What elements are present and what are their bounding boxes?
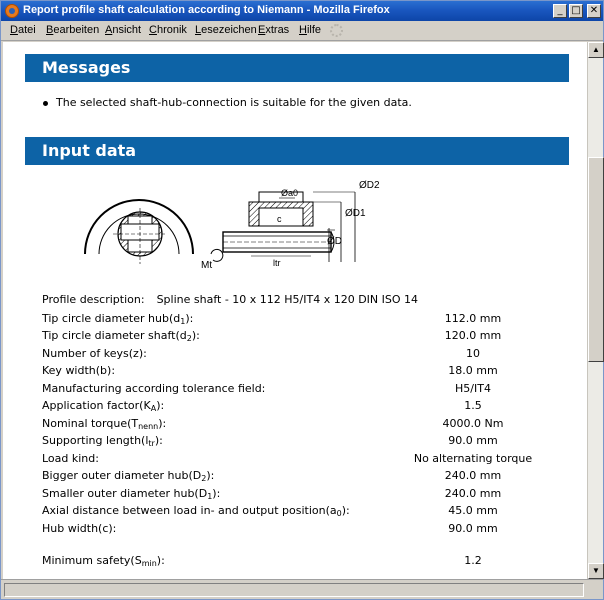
row-label: Nominal $torque(T_{nenn})$: xyxy=(42,417,167,431)
data-row xyxy=(42,522,562,539)
shaft-hub-diagram xyxy=(83,174,383,278)
row-label: Key width(b): xyxy=(42,364,116,377)
label-d1: ØD1 xyxy=(345,208,366,219)
row-value: 120.0 mm xyxy=(444,329,502,342)
input-heading: Input data xyxy=(25,137,569,165)
row-value: 240.0 mm xyxy=(444,469,502,482)
row-label: Number of keys(z): xyxy=(42,347,147,360)
row-label: Bigger outer diameter $hub(D_2)$: xyxy=(42,469,215,483)
data-row xyxy=(42,312,562,329)
data-row xyxy=(42,469,562,486)
message-item xyxy=(43,96,412,109)
data-row xyxy=(42,399,562,416)
vertical-scrollbar[interactable] xyxy=(587,42,603,579)
row-value: 18.0 mm xyxy=(448,364,498,377)
profile-label: Profile description: xyxy=(42,293,145,306)
row-value: 10 xyxy=(466,347,480,360)
row-value: 1.2 xyxy=(464,554,482,567)
menu-lesezeichen[interactable]: Lesezeichen xyxy=(195,24,257,36)
scroll-down-button[interactable]: ▼ xyxy=(588,563,604,579)
row-value: No alternating torque xyxy=(413,452,533,465)
row-value: H5/IT4 xyxy=(455,382,491,395)
row-label: Tip circle diameter $shaft(d_2)$: xyxy=(42,329,200,343)
message-text: The selected shaft-hub-connection is suitable for the given data. xyxy=(56,96,412,109)
data-row xyxy=(42,452,562,469)
row-label: Load kind: xyxy=(42,452,99,465)
row-label: Tip circle diameter $hub(d_1)$: xyxy=(42,312,194,326)
row-label: Smaller outer diameter $hub(D_1)$: xyxy=(42,487,221,501)
row-label: Axial distance between load in- and output $position(a_0)$: xyxy=(42,504,350,518)
row-label: Supporting $length(l_{tr})$: xyxy=(42,434,163,448)
row-value: 112.0 mm xyxy=(444,312,502,325)
row-value: 90.0 mm xyxy=(448,434,498,447)
data-row xyxy=(42,364,562,381)
menu-extras[interactable]: Extras xyxy=(258,24,290,36)
window-title: Report profile shaft calculation according to Niemann - Mozilla Firefox xyxy=(23,4,390,16)
maximize-button[interactable]: □ xyxy=(569,4,583,18)
profile-value: Spline shaft - 10 x 112 H5/IT4 x 120 DIN ISO 14 xyxy=(156,293,419,306)
row-label: Hub width(c): xyxy=(42,522,117,535)
page-content[interactable] xyxy=(3,42,587,579)
row-value: 4000.0 Nm xyxy=(442,417,504,430)
data-row xyxy=(42,554,562,571)
close-button[interactable]: ✕ xyxy=(587,4,601,18)
label-ltr: ltr xyxy=(273,258,281,268)
label-d2: ØD2 xyxy=(359,180,380,191)
row-label: Application $factor(K_A)$: xyxy=(42,399,165,413)
row-value: 1.5 xyxy=(464,399,482,412)
menu-hilfe[interactable]: Hilfe xyxy=(299,24,322,36)
throbber-icon xyxy=(330,24,343,37)
data-row xyxy=(42,504,562,521)
scroll-thumb[interactable] xyxy=(588,157,604,362)
data-row xyxy=(42,329,562,346)
data-row xyxy=(42,417,562,434)
menu-ansicht[interactable]: Ansicht xyxy=(105,24,142,36)
status-bar xyxy=(1,579,603,599)
row-label: Minimum $safety(S_{min})$: xyxy=(42,554,165,568)
status-panel xyxy=(4,583,584,597)
minimize-button[interactable]: _ xyxy=(553,4,567,18)
data-row xyxy=(42,382,562,399)
menu-chronik[interactable]: Chronik xyxy=(149,24,187,36)
label-mt: Mt xyxy=(201,260,213,271)
scroll-up-button[interactable]: ▲ xyxy=(588,42,604,58)
row-value: 240.0 mm xyxy=(444,487,502,500)
firefox-icon xyxy=(5,4,19,18)
label-a0: Øa0 xyxy=(281,188,299,198)
menu-bearbeiten[interactable]: Bearbeiten xyxy=(46,24,100,36)
data-row xyxy=(42,434,562,451)
data-row xyxy=(42,347,562,364)
label-c: c xyxy=(277,214,282,224)
messages-heading: Messages xyxy=(25,54,569,82)
profile-description xyxy=(42,293,418,306)
row-label: Manufacturing according tolerance field: xyxy=(42,382,266,395)
title-bar[interactable] xyxy=(1,1,603,21)
menu-datei[interactable]: Datei xyxy=(10,24,36,36)
bullet-icon xyxy=(43,101,48,106)
label-d: ØD xyxy=(327,236,342,247)
menu-bar xyxy=(1,21,603,41)
data-row xyxy=(42,487,562,504)
row-value: 45.0 mm xyxy=(448,504,498,517)
row-value: 90.0 mm xyxy=(448,522,498,535)
